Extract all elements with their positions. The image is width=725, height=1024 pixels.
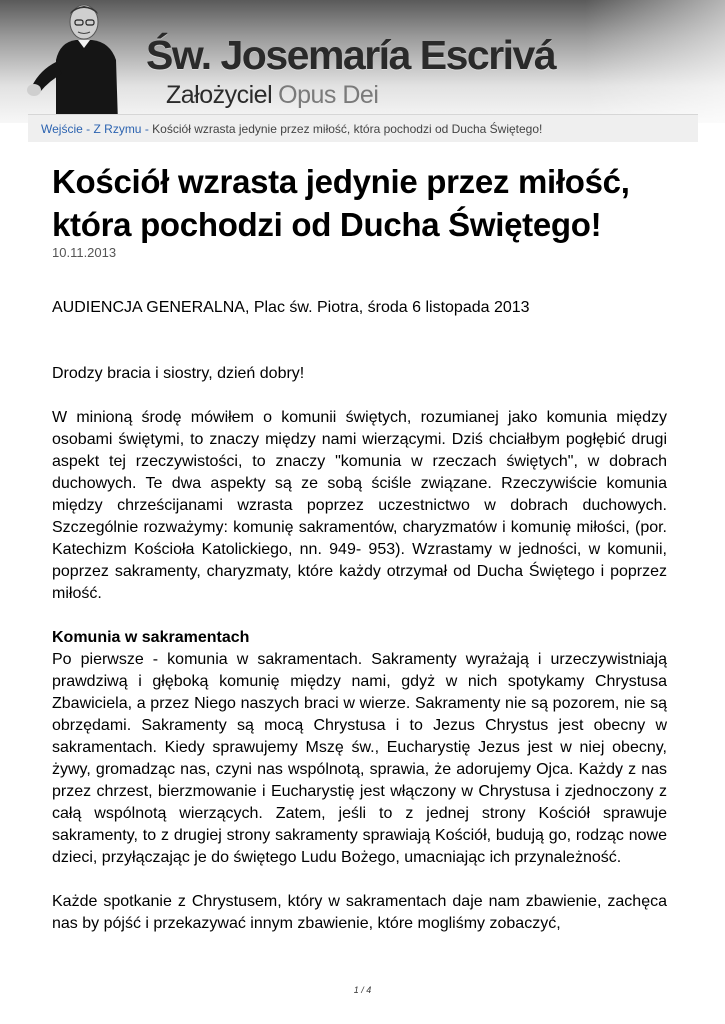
breadcrumb: [28, 114, 698, 142]
breadcrumb-separator: -: [86, 122, 91, 136]
article-paragraph: Każde spotkanie z Chrystusem, który w sakramentach daje nam zbawienie, zachęca nas by pójść i przekazywać innym zbawienie, które mogliśmy zobaczyć,: [52, 893, 667, 932]
section-heading: Komunia w sakramentach: [52, 629, 250, 646]
site-title: Św. Josemaría Escrivá: [146, 32, 556, 78]
article-paragraph: Po pierwsze - komunia w sakramentach. Sakramenty wyrażają i urzeczywistniają prawdziwą i głęboką komunię między nami, gdyż w nich spotykamy Chrystusa Zbawiciela, a przez Niego naszych braci w wierze. Sakramenty nie są pozorem, nie są obrzędami. Sakramenty są mocą Chrystusa i to Jezus Chrystus jest obecny w sakramentach. Kiedy sprawujemy Mszę św., Eucharystię Jezus jest w niej obecny, żywy, gromadząc nas, czyni nas wspólnotą, sprawia, że adorujemy Ojca. Każdy z nas przez chrzest, bierzmowanie i Eucharystię jest włączony w Chrystusa i zjednoczony z całą wspólnotą wierzących. Zatem, jeśli to z jednej strony Kościół sprawuje sakramenty, to z drugiej strony sakramenty sprawiają Kościół, budują go, rodząc nowe dzieci, przyłączając je do świętego Ludu Bożego, umacniając ich przynależność.: [52, 651, 667, 866]
subtitle-founder: Założyciel: [166, 81, 273, 109]
breadcrumb-separator: -: [144, 122, 149, 136]
subtitle-opus-dei: Opus Dei: [278, 81, 379, 109]
article-greeting: Drodzy bracia i siostry, dzień dobry!: [52, 365, 305, 382]
article-body: [52, 297, 667, 935]
article-paragraph: W minioną środę mówiłem o komunii świętych, rozumianej jako komunia między osobami świętymi, to znaczy między nami wierzącymi. Dziś chciałbym pogłębić drugi aspekt tej rzeczywistości, to znaczy "komunia w rzeczach świętych", w dobrach duchowych. Te dwa aspekty są ze sobą ściśle związane. Rzeczywiście komunia między chrześcijanami wzrasta poprzez uczestnictwo w dobrach duchowych. Szczególnie rozważymy: komunię sakramentów, charyzmatów i komunię miłości, (por. Katechizm Kościoła Katolickiego, nn. 949- 953). Wzrastamy w jedności, w komunii, poprzez sakramenty, charyzmaty, które każdy otrzymał od Ducha Świętego i poprzez miłość.: [52, 409, 667, 602]
site-header-banner: [0, 0, 725, 123]
breadcrumb-current: Kościół wzrasta jedynie przez miłość, która pochodzi od Ducha Świętego!: [152, 122, 543, 136]
page-number: 1 / 4: [353, 985, 372, 995]
article-date: 10.11.2013: [52, 245, 117, 260]
site-subtitle: [166, 81, 378, 110]
breadcrumb-home-link[interactable]: Wejście: [41, 122, 83, 136]
breadcrumb-section-link[interactable]: Z Rzymu: [93, 122, 142, 136]
article-title: Kościół wzrasta jedynie przez miłość, która pochodzi od Ducha Świętego!: [52, 163, 630, 243]
article-intro: AUDIENCJA GENERALNA, Plac św. Piotra, środa 6 listopada 2013: [52, 299, 530, 316]
founder-portrait: [26, 0, 146, 123]
banner-fade: [585, 0, 725, 123]
